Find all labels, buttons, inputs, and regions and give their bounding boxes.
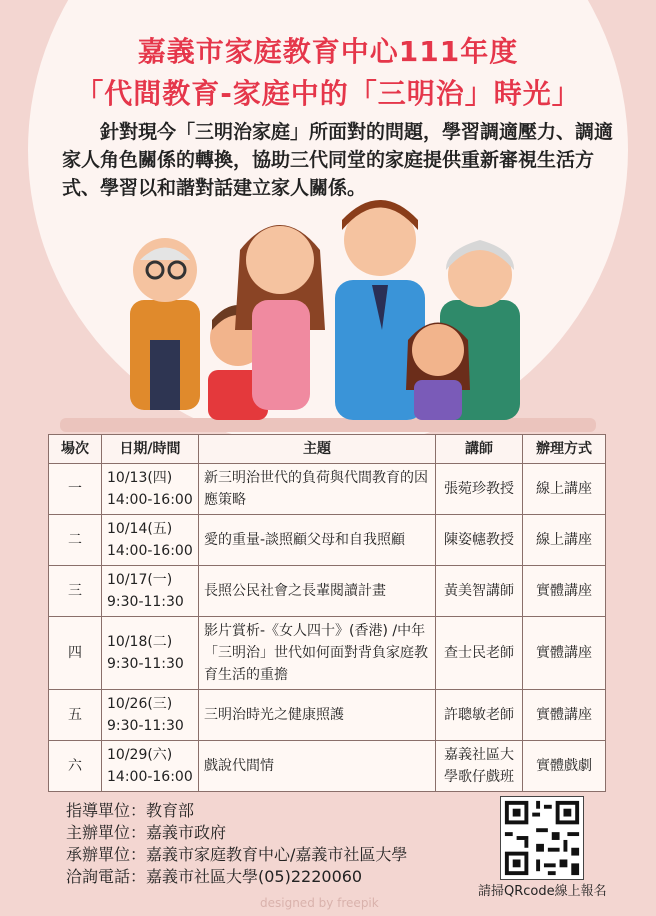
session-datetime [102, 690, 199, 741]
session-datetime [102, 566, 199, 617]
session-mode: 線上講座 [523, 515, 606, 566]
schedule-table [48, 434, 606, 792]
qr-caption: 請掃QRcode線上報名 [478, 884, 607, 899]
header-datetime: 日期/時間 [102, 435, 199, 464]
session-number: 二 [49, 515, 102, 566]
title-line-1: 嘉義市家庭教育中心111年度 [137, 35, 519, 68]
session-speaker: 陳姿幰教授 [436, 515, 523, 566]
session-number: 五 [49, 690, 102, 741]
session-date: 10/29(六) [107, 747, 173, 763]
family-illustration [120, 190, 540, 430]
session-topic: 新三明治世代的負荷與代間教育的因應策略 [199, 464, 436, 515]
organizer-unit: 承辦單位：嘉義市家庭教育中心/嘉義市社區大學 [66, 845, 408, 864]
table-row [49, 617, 606, 690]
session-speaker: 張菀珍教授 [436, 464, 523, 515]
table-row [49, 515, 606, 566]
session-topic: 戲說代間情 [199, 741, 436, 792]
session-datetime [102, 741, 199, 792]
qr-code[interactable] [500, 796, 584, 880]
table-row [49, 566, 606, 617]
session-mode: 實體講座 [523, 690, 606, 741]
session-number: 四 [49, 617, 102, 690]
header-speaker: 講師 [436, 435, 523, 464]
session-date: 10/13(四) [107, 470, 173, 486]
session-datetime [102, 515, 199, 566]
table-header-row [49, 435, 606, 464]
table-row [49, 690, 606, 741]
header-mode: 辦理方式 [523, 435, 606, 464]
girl-figure [406, 323, 470, 421]
header-session: 場次 [49, 435, 102, 464]
contact-phone: 洽詢電話：嘉義市社區大學(05)2220060 [66, 867, 363, 886]
session-speaker: 查士民老師 [436, 617, 523, 690]
session-mode: 實體講座 [523, 617, 606, 690]
session-datetime [102, 464, 199, 515]
session-number: 三 [49, 566, 102, 617]
session-topic: 愛的重量-談照顧父母和自我照顧 [199, 515, 436, 566]
table-row [49, 741, 606, 792]
table-row [49, 464, 606, 515]
header-topic: 主題 [199, 435, 436, 464]
session-topic: 三明治時光之健康照護 [199, 690, 436, 741]
session-date: 10/17(一) [107, 572, 173, 588]
session-time: 14:00-16:00 [107, 769, 193, 785]
intro-paragraph: 針對現今「三明治家庭」所面對的問題，學習調適壓力、調適家人角色關係的轉換，協助三代同堂的家庭提供重新審視生活方式、學習以和諧對話建立家人關係。 [62, 121, 614, 199]
session-speaker: 黃美智講師 [436, 566, 523, 617]
session-time: 9:30-11:30 [107, 656, 184, 672]
session-mode: 實體戲劇 [523, 741, 606, 792]
session-topic: 長照公民社會之長輩閱讀計畫 [199, 566, 436, 617]
session-time: 14:00-16:00 [107, 492, 193, 508]
session-date: 10/18(二) [107, 634, 173, 650]
organizer-info [66, 800, 407, 888]
session-mode: 線上講座 [523, 464, 606, 515]
session-datetime [102, 617, 199, 690]
session-number: 一 [49, 464, 102, 515]
host-unit: 主辦單位：嘉義市政府 [66, 823, 227, 842]
session-time: 9:30-11:30 [107, 718, 184, 734]
session-time: 9:30-11:30 [107, 594, 184, 610]
session-speaker: 許聰敏老師 [436, 690, 523, 741]
session-mode: 實體講座 [523, 566, 606, 617]
session-date: 10/26(三) [107, 696, 173, 712]
grandfather-figure [130, 238, 200, 410]
guide-unit: 指導單位：教育部 [66, 801, 195, 820]
session-date: 10/14(五) [107, 521, 173, 537]
session-number: 六 [49, 741, 102, 792]
session-time: 14:00-16:00 [107, 543, 193, 559]
freepik-watermark: designed by freepik [260, 896, 379, 910]
session-speaker: 嘉義社區大學歌仔戲班 [436, 741, 523, 792]
title-line-2: 「代間教育-家庭中的「三明治」時光」 [75, 77, 581, 110]
session-topic: 影片賞析-《女人四十》(香港) /中年「三明治」世代如何面對背負家庭教育生活的重擔 [199, 617, 436, 690]
